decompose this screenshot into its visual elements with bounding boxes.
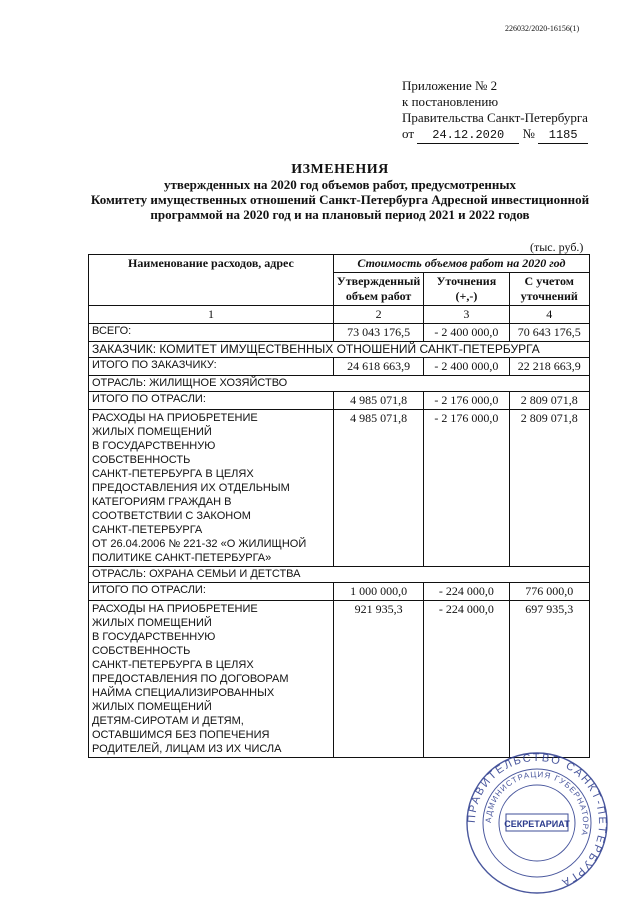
decree-date: 24.12.2020 [417, 127, 519, 144]
item-1-approved: 4 985 071,8 [333, 410, 423, 567]
date-prefix: от [402, 126, 415, 141]
table-row-item-1 [89, 410, 590, 567]
sector-1-total-adjustment: - 2 176 000,0 [424, 392, 509, 410]
item-2-line: ОСТАВШИМСЯ БЕЗ ПОПЕЧЕНИЯ [92, 729, 270, 741]
sector-2-total-label: ИТОГО ПО ОТРАСЛИ: [89, 583, 334, 601]
table-row-total [89, 324, 590, 342]
sector-2-total-approved: 1 000 000,0 [333, 583, 423, 601]
table-row-sector-2 [89, 567, 590, 583]
item-1-adjustment: - 2 176 000,0 [424, 410, 509, 567]
document-id: 226032/2020-16156(1) [505, 24, 580, 33]
table-row-customer [89, 342, 590, 358]
item-1-line: В ГОСУДАРСТВЕННУЮ [92, 440, 216, 452]
table-row-sector-2-total [89, 583, 590, 601]
title-line-2: утвержденных на 2020 год объемов работ, предусмотренных [164, 177, 516, 192]
header-cost-group: Стоимость объемов работ на 2020 год [333, 255, 589, 273]
title-line-4: программой на 2020 год и на плановый период 2021 и 2022 годов [150, 207, 530, 222]
item-2-line: РАСХОДЫ НА ПРИОБРЕТЕНИЕ [92, 603, 258, 615]
document-title [60, 162, 620, 222]
column-number-3: 3 [424, 306, 509, 324]
total-approved: 73 043 176,5 [333, 324, 423, 342]
item-2-line: РОДИТЕЛЕЙ, ЛИЦАМ ИЗ ИХ ЧИСЛА [92, 743, 282, 755]
column-number-1: 1 [89, 306, 334, 324]
column-number-2: 2 [333, 306, 423, 324]
sector-1-total-approved: 4 985 071,8 [333, 392, 423, 410]
column-number-4: 4 [509, 306, 589, 324]
header-name: Наименование расходов, адрес [89, 255, 334, 306]
stamp-outer-path: ПРАВИТЕЛЬСТВО САНКТ-ПЕТЕРБУРГА [465, 752, 609, 890]
item-2-description [89, 601, 334, 758]
total-adjustment: - 2 400 000,0 [424, 324, 509, 342]
item-1-line: СОБСТВЕННОСТЬ [92, 454, 191, 466]
item-2-line: САНКТ-ПЕТЕРБУРГА В ЦЕЛЯХ [92, 659, 254, 671]
item-1-line: САНКТ-ПЕТЕРБУРГА [92, 524, 203, 536]
appendix-line-2: к постановлению [402, 94, 499, 109]
appendix-line-1: Приложение № 2 [402, 78, 498, 93]
title-line-1: ИЗМЕНЕНИЯ [291, 162, 389, 177]
table-row-item-2 [89, 601, 590, 758]
header-adjustments: Уточнения (+,-) [424, 273, 509, 306]
number-prefix: № [522, 126, 535, 141]
units-label: (тыс. руб.) [530, 240, 584, 254]
sector-1-total-adjusted: 2 809 071,8 [509, 392, 589, 410]
title-line-3: Комитету имущественных отношений Санкт-Петербурга Адресной инвестиционной [90, 192, 590, 207]
item-1-line: ПОЛИТИКЕ САНКТ-ПЕТЕРБУРГА» [92, 552, 272, 564]
secretariat-stamp [462, 752, 612, 894]
appendix-line-3: Правительства Санкт-Петербурга [402, 110, 588, 125]
customer-total-label: ИТОГО ПО ЗАКАЗЧИКУ: [89, 358, 334, 376]
item-2-line: НАЙМА СПЕЦИАЛИЗИРОВАННЫХ [92, 687, 275, 699]
customer-total-adjustment: - 2 400 000,0 [424, 358, 509, 376]
stamp-inner-path: АДМИНИСТРАЦИЯ ГУБЕРНАТОРА [483, 769, 591, 838]
header-adjusted: С учетом уточнений [509, 273, 589, 306]
sector-2-total-adjustment: - 224 000,0 [424, 583, 509, 601]
total-adjusted: 70 643 176,5 [509, 324, 589, 342]
table-row-sector-1 [89, 376, 590, 392]
item-2-line: СОБСТВЕННОСТЬ [92, 645, 191, 657]
item-1-line: РАСХОДЫ НА ПРИОБРЕТЕНИЕ [92, 412, 258, 424]
stamp-center-text: СЕКРЕТАРИАТ [504, 819, 570, 829]
changes-table [88, 254, 590, 758]
item-1-line: ОТ 26.04.2006 № 221-32 «О ЖИЛИЩНОЙ [92, 538, 307, 550]
customer-total-adjusted: 22 218 663,9 [509, 358, 589, 376]
total-label: ВСЕГО: [89, 324, 334, 342]
decree-number: 1185 [538, 127, 588, 144]
item-1-line: ПРЕДОСТАВЛЕНИЯ ИХ ОТДЕЛЬНЫМ [92, 482, 290, 494]
item-1-adjusted: 2 809 071,8 [509, 410, 589, 567]
item-2-line: ЖИЛЫХ ПОМЕЩЕНИЙ [92, 617, 212, 629]
sector-2-total-adjusted: 776 000,0 [509, 583, 589, 601]
header-approved: Утвержденный объем работ [333, 273, 423, 306]
sector-1-label: ОТРАСЛЬ: ЖИЛИЩНОЕ ХОЗЯЙСТВО [89, 376, 590, 392]
appendix-block [402, 78, 588, 144]
item-2-line: ЖИЛЫХ ПОМЕЩЕНИЙ [92, 701, 212, 713]
appendix-date-row [402, 126, 588, 144]
item-1-line: САНКТ-ПЕТЕРБУРГА В ЦЕЛЯХ [92, 468, 254, 480]
item-1-line: СООТВЕТСТВИИ С ЗАКОНОМ [92, 510, 251, 522]
item-2-line: В ГОСУДАРСТВЕННУЮ [92, 631, 216, 643]
item-2-line: ДЕТЯМ-СИРОТАМ И ДЕТЯМ, [92, 715, 244, 727]
item-1-line: ЖИЛЫХ ПОМЕЩЕНИЙ [92, 426, 212, 438]
sector-2-label: ОТРАСЛЬ: ОХРАНА СЕМЬИ И ДЕТСТВА [89, 567, 590, 583]
item-2-approved: 921 935,3 [333, 601, 423, 758]
item-1-description [89, 410, 334, 567]
table-row-customer-total [89, 358, 590, 376]
item-2-adjustment: - 224 000,0 [424, 601, 509, 758]
customer-label: ЗАКАЗЧИК: КОМИТЕТ ИМУЩЕСТВЕННЫХ ОТНОШЕНИЙ САНКТ-ПЕТЕРБУРГА [89, 342, 590, 358]
table-row-sector-1-total [89, 392, 590, 410]
item-1-line: КАТЕГОРИЯМ ГРАЖДАН В [92, 496, 232, 508]
item-2-line: ПРЕДОСТАВЛЕНИЯ ПО ДОГОВОРАМ [92, 673, 289, 685]
sector-1-total-label: ИТОГО ПО ОТРАСЛИ: [89, 392, 334, 410]
item-2-adjusted: 697 935,3 [509, 601, 589, 758]
customer-total-approved: 24 618 663,9 [333, 358, 423, 376]
